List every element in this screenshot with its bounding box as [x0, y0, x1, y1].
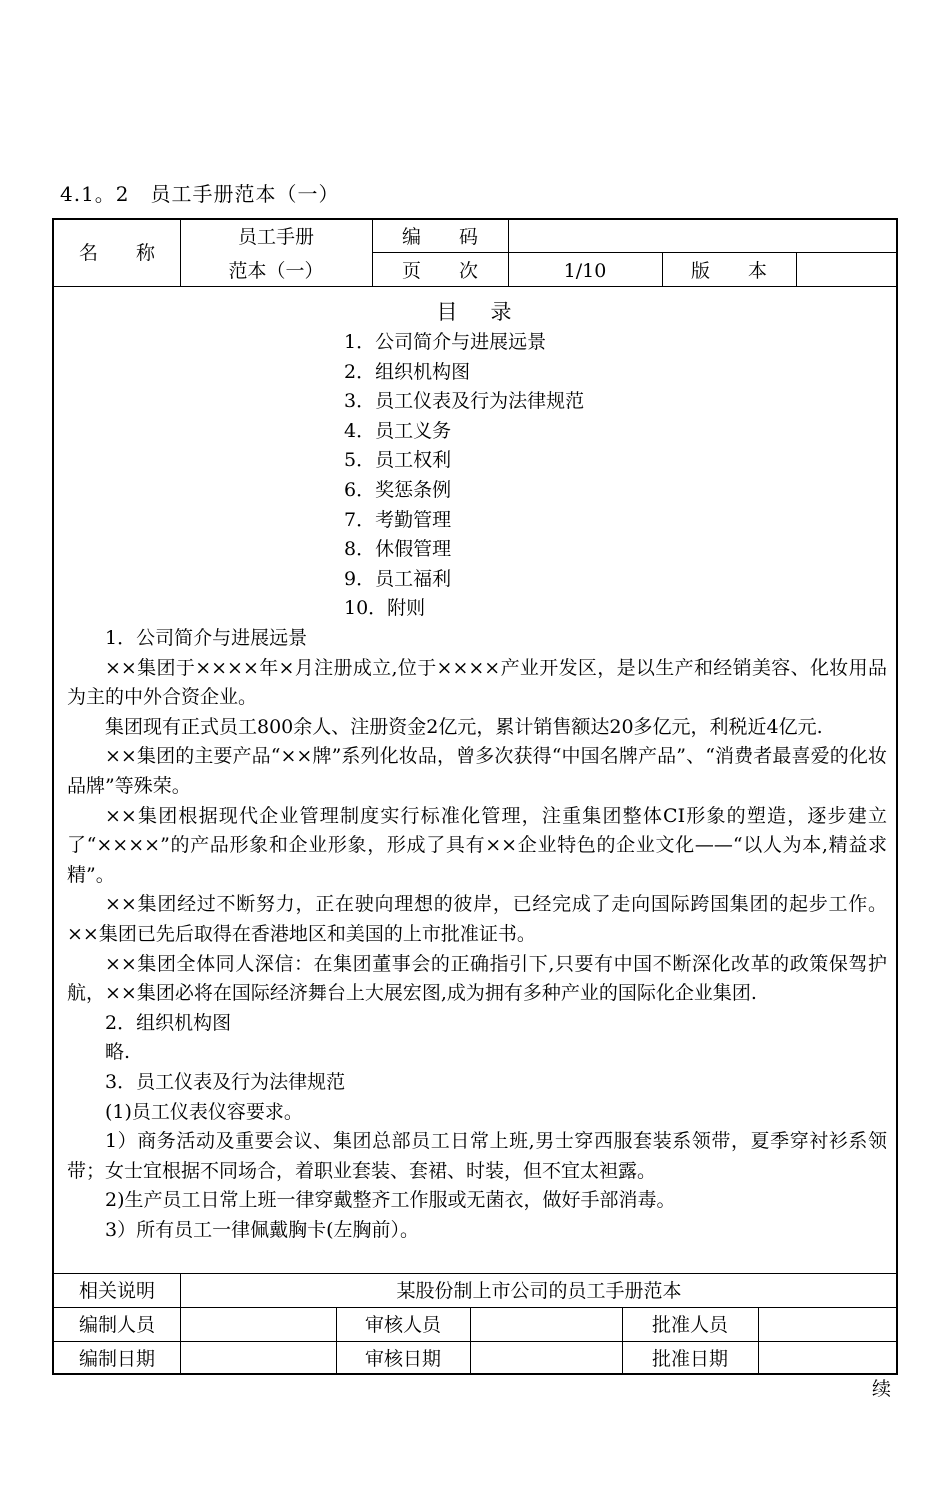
toc-title: 目 录: [436, 300, 518, 324]
body-paragraph: 3）所有员工一律佩戴胸卡(左胸前）。: [105, 1218, 420, 1241]
body-paragraph: ××集团全体同人深信：在集团董事会的正确指引下,只要有中国不断深化改革的政策保驾护航，××集团必将在国际经济舞台上大展宏图,成为拥有多种产业的国际化企业集团.: [67, 952, 887, 1005]
toc-item: 10．附则: [344, 597, 426, 620]
section-heading: 2．组织机构图: [105, 1011, 232, 1034]
section-heading: 1．公司简介与进展远景: [105, 627, 308, 649]
toc-item: 2．组织机构图: [344, 360, 471, 383]
page-label: 页 次: [401, 260, 478, 282]
header-bottom-border: [54, 286, 898, 287]
body-paragraph: 2)生产员工日常上班一律穿戴整齐工作服或无菌衣，做好手部消毒。: [105, 1189, 676, 1212]
footer-col-divider-3: [470, 1307, 471, 1375]
toc-item: 7．考勤管理: [344, 508, 452, 531]
document-name-line2: 范本（一）: [228, 260, 324, 282]
header-col-divider-5: [796, 253, 797, 286]
note-value: 某股份制上市公司的员工手册范本: [396, 1280, 682, 1302]
body-paragraph: 集团现有正式员工800余人、注册资金2亿元，累计销售额达20多亿元，利税近4亿元.: [105, 715, 823, 738]
toc-item: 1．公司简介与进展远景: [344, 331, 547, 353]
reviewer-label: 审核人员: [364, 1314, 441, 1336]
name-label: 名 称: [78, 242, 155, 264]
body-paragraph: 略.: [105, 1041, 131, 1064]
toc-item: 8．休假管理: [344, 538, 452, 561]
page-heading: 4.1。2 员工手册范本（一）: [60, 182, 340, 206]
version-label: 版 本: [690, 260, 767, 282]
code-label: 编 码: [401, 226, 478, 248]
section-heading: 3．员工仪表及行为法律规范: [105, 1070, 346, 1093]
edit-date-label: 编制日期: [78, 1348, 155, 1370]
toc-item: 6．奖惩条例: [344, 478, 452, 501]
body-paragraph: 1）商务活动及重要会议、集团总部员工日常上班,男士穿西服套装系领带，夏季穿衬衫系领带；女士宜根据不同场合，着职业套装、套裙、时装，但不宜太袒露。: [67, 1130, 887, 1182]
body-paragraph: ××集团于××××年×月注册成立,位于××××产业开发区，是以生产和经销美容、化妆用品为主的中外合资企业。: [67, 656, 887, 709]
body-paragraph: (1)员工仪表仪容要求。: [105, 1100, 303, 1123]
document-body: [67, 624, 887, 1245]
document-form: [52, 218, 898, 1375]
body-paragraph: ××集团的主要产品“××牌”系列化妆品，曾多次获得“中国名牌产品”、“消费者最喜爱的化妆品牌”等殊荣。: [67, 745, 887, 797]
continued-marker: 续: [872, 1378, 892, 1400]
body-paragraph: ××集团根据现代企业管理制度实行标准化管理，注重集团整体CI形象的塑造，逐步建立了“××××”的产品形象和企业形象，形成了具有××企业特色的企业文化——“以人为本,精益求精”。: [67, 804, 887, 886]
toc-item: 5．员工权利: [344, 449, 452, 472]
body-paragraph: ××集团经过不断努力，正在驶向理想的彼岸，已经完成了走向国际跨国集团的起步工作。××集团已先后取得在香港地区和美国的上市批准证书。: [67, 893, 887, 945]
toc-item: 3．员工仪表及行为法律规范: [344, 390, 585, 413]
toc-list: [344, 328, 584, 624]
header-row-divider: [372, 252, 898, 253]
toc-item: 4．员工义务: [344, 419, 452, 442]
approver-label: 批准人员: [651, 1314, 728, 1336]
footer-col-divider-5: [758, 1307, 759, 1375]
toc-item: 9．员工福利: [344, 567, 452, 590]
approve-date-label: 批准日期: [651, 1348, 728, 1370]
editor-label: 编制人员: [78, 1314, 155, 1336]
review-date-label: 审核日期: [364, 1348, 441, 1370]
document-name-line1: 员工手册: [237, 226, 314, 248]
page-value: 1/10: [563, 260, 607, 282]
note-label: 相关说明: [78, 1280, 155, 1302]
